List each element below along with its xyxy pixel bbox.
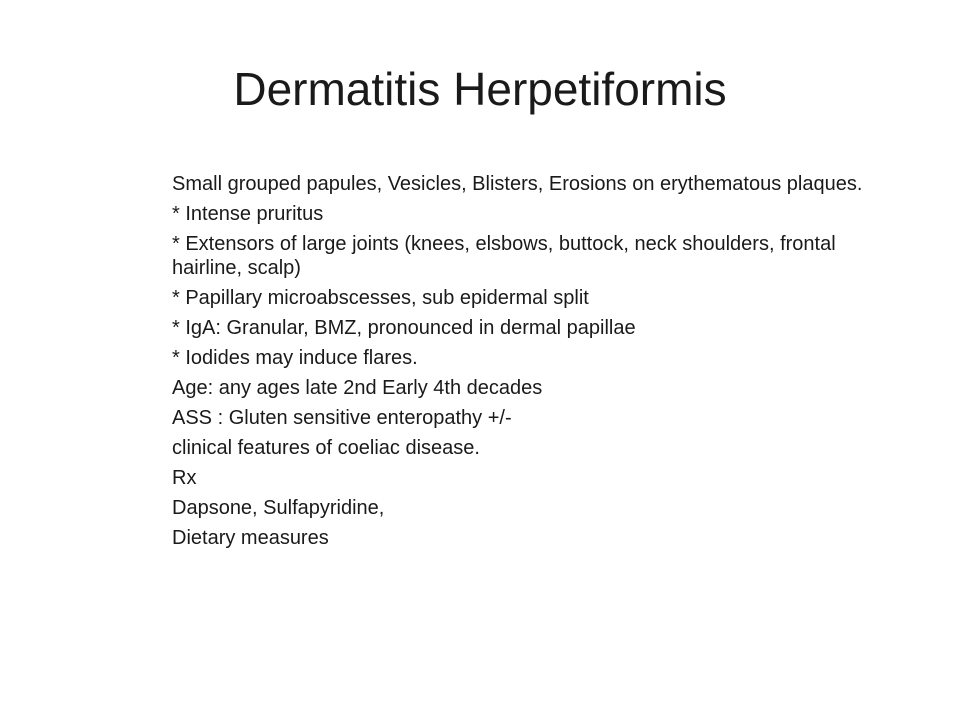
body-line: Dapsone, Sulfapyridine, <box>172 497 385 519</box>
body-line: * Papillary microabscesses, sub epidermal split <box>172 287 589 309</box>
body-line: Rx <box>172 467 197 489</box>
slide-title: Dermatitis Herpetiformis <box>233 63 727 115</box>
body-line: Dietary measures <box>172 527 329 549</box>
body-line: * Iodides may induce flares. <box>172 347 418 369</box>
body-line: * IgA: Granular, BMZ, pronounced in dermal papillae <box>172 317 636 339</box>
body-line: * Extensors of large joints (knees, elsbows, buttock, neck shoulders, frontal hairline, scalp) <box>172 233 836 279</box>
body-line: Small grouped papules, Vesicles, Blisters, Erosions on erythematous plaques. <box>172 173 863 195</box>
body-line: Age: any ages late 2nd Early 4th decades <box>172 377 543 399</box>
body-line: ASS : Gluten sensitive enteropathy +/- <box>172 407 512 429</box>
body-line: clinical features of coeliac disease. <box>172 437 480 459</box>
body-line: * Intense pruritus <box>172 203 324 225</box>
slide-body <box>172 172 892 556</box>
